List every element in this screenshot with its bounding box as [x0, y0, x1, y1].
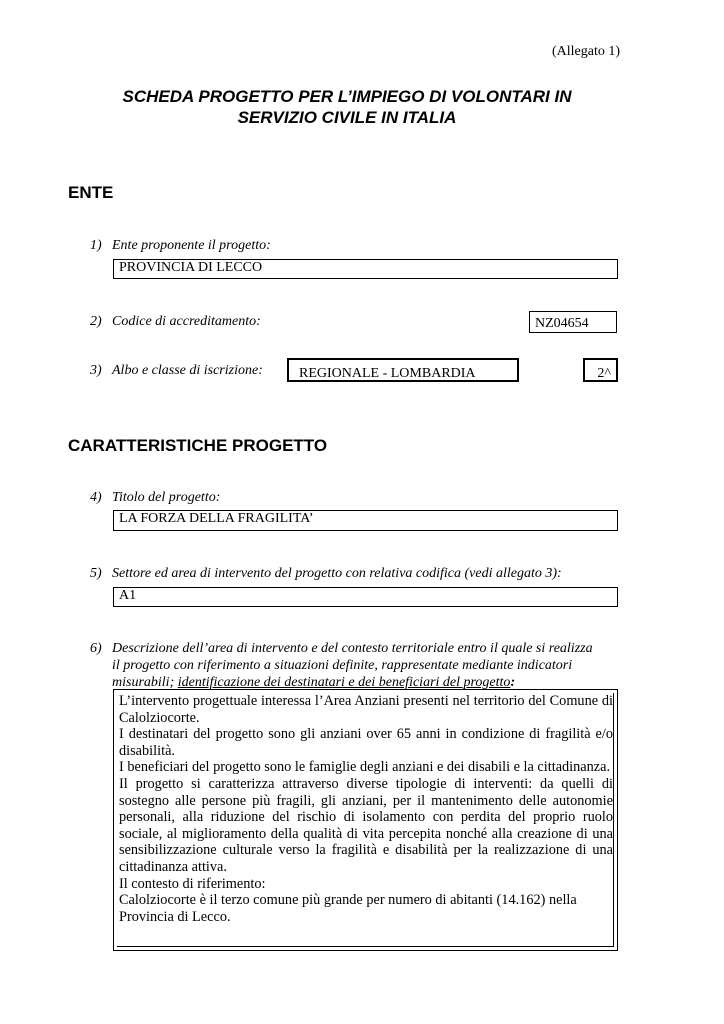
section-heading-progetto: CARATTERISTICHE PROGETTO [68, 436, 328, 455]
field-codice-accreditamento[interactable] [529, 311, 617, 333]
field-settore[interactable] [113, 587, 618, 607]
description-text [119, 693, 613, 925]
question-2 [90, 314, 261, 330]
label-text: misurabili; [112, 675, 175, 690]
question-6 [90, 640, 626, 691]
question-label: Codice di accreditamento: [112, 314, 261, 329]
paragraph: I beneficiari del progetto sono le famiglie degli anziani e dei disabili e la cittadinanza. [119, 759, 611, 776]
section-heading-ente: ENTE [68, 183, 114, 202]
field-value: A1 [119, 588, 137, 603]
question-label: Albo e classe di iscrizione: [112, 363, 263, 378]
field-albo[interactable] [287, 358, 519, 382]
question-number: 2) [90, 314, 102, 329]
paragraph: Il progetto si caratterizza attraverso diverse tipologie di interventi: da quelli di sostegno alle persone più fragili, gli anziani, per il mantenimento delle autonomie personali, alla riduzione del rischio di isolamento con perdita del proprio ruolo sociale, al miglioramento della qualità di vita percepita nonché alla creazione di una sensibilizzazione culturale verso la fragilità e disabilità per la realizzazione di una cittadinanza attiva. [119, 775, 613, 875]
question-number: 3) [90, 363, 102, 378]
question-5 [90, 566, 562, 582]
question-label-part2: il progetto con riferimento a situazioni definite, rappresentate mediante indicatori [112, 658, 573, 673]
paragraph: Calolziocorte è il terzo comune più grande per numero di abitanti (14.162) nella Provincia di Lecco. [119, 892, 577, 925]
label-colon: : [510, 675, 516, 690]
paragraph: I destinatari del progetto sono gli anziani over 65 anni in condizione di fragilità e/o disabilità. [119, 726, 613, 759]
question-number: 4) [90, 490, 102, 505]
question-number: 1) [90, 238, 102, 253]
question-label-part1: Descrizione dell’area di intervento e del contesto territoriale entro il quale si realizza [112, 641, 593, 656]
question-number: 6) [90, 641, 102, 656]
document-title [0, 86, 694, 128]
question-1 [90, 238, 271, 254]
label-underlined: identificazione dei destinatari e dei beneficiari del progetto [177, 675, 511, 690]
field-value: NZ04654 [535, 316, 589, 331]
question-4 [90, 490, 220, 506]
paragraph: Il contesto di riferimento: [119, 875, 266, 892]
field-value: 2^ [597, 366, 611, 381]
field-value: REGIONALE - LOMBARDIA [299, 366, 476, 381]
question-number: 5) [90, 566, 102, 581]
allegato-label: (Allegato 1) [551, 44, 620, 59]
paragraph: L’intervento progettuale interessa l’Area Anziani presenti nel territorio del Comune di Calolziocorte. [119, 693, 613, 726]
title-line-2: SERVIZIO CIVILE IN ITALIA [237, 108, 457, 127]
field-titolo-progetto[interactable] [113, 510, 618, 531]
field-classe[interactable] [583, 358, 618, 382]
question-label: Ente proponente il progetto: [112, 238, 271, 253]
field-value: LA FORZA DELLA FRAGILITA’ [119, 511, 314, 526]
field-ente-proponente[interactable] [113, 259, 618, 279]
field-descrizione[interactable] [113, 689, 618, 951]
question-label: Titolo del progetto: [112, 490, 221, 505]
field-value: PROVINCIA DI LECCO [119, 260, 263, 275]
title-line-1: SCHEDA PROGETTO PER L’IMPIEGO DI VOLONTARI IN [122, 87, 572, 106]
question-label: Settore ed area di intervento del progetto con relativa codifica (vedi allegato 3): [112, 566, 562, 581]
question-3 [90, 363, 263, 379]
